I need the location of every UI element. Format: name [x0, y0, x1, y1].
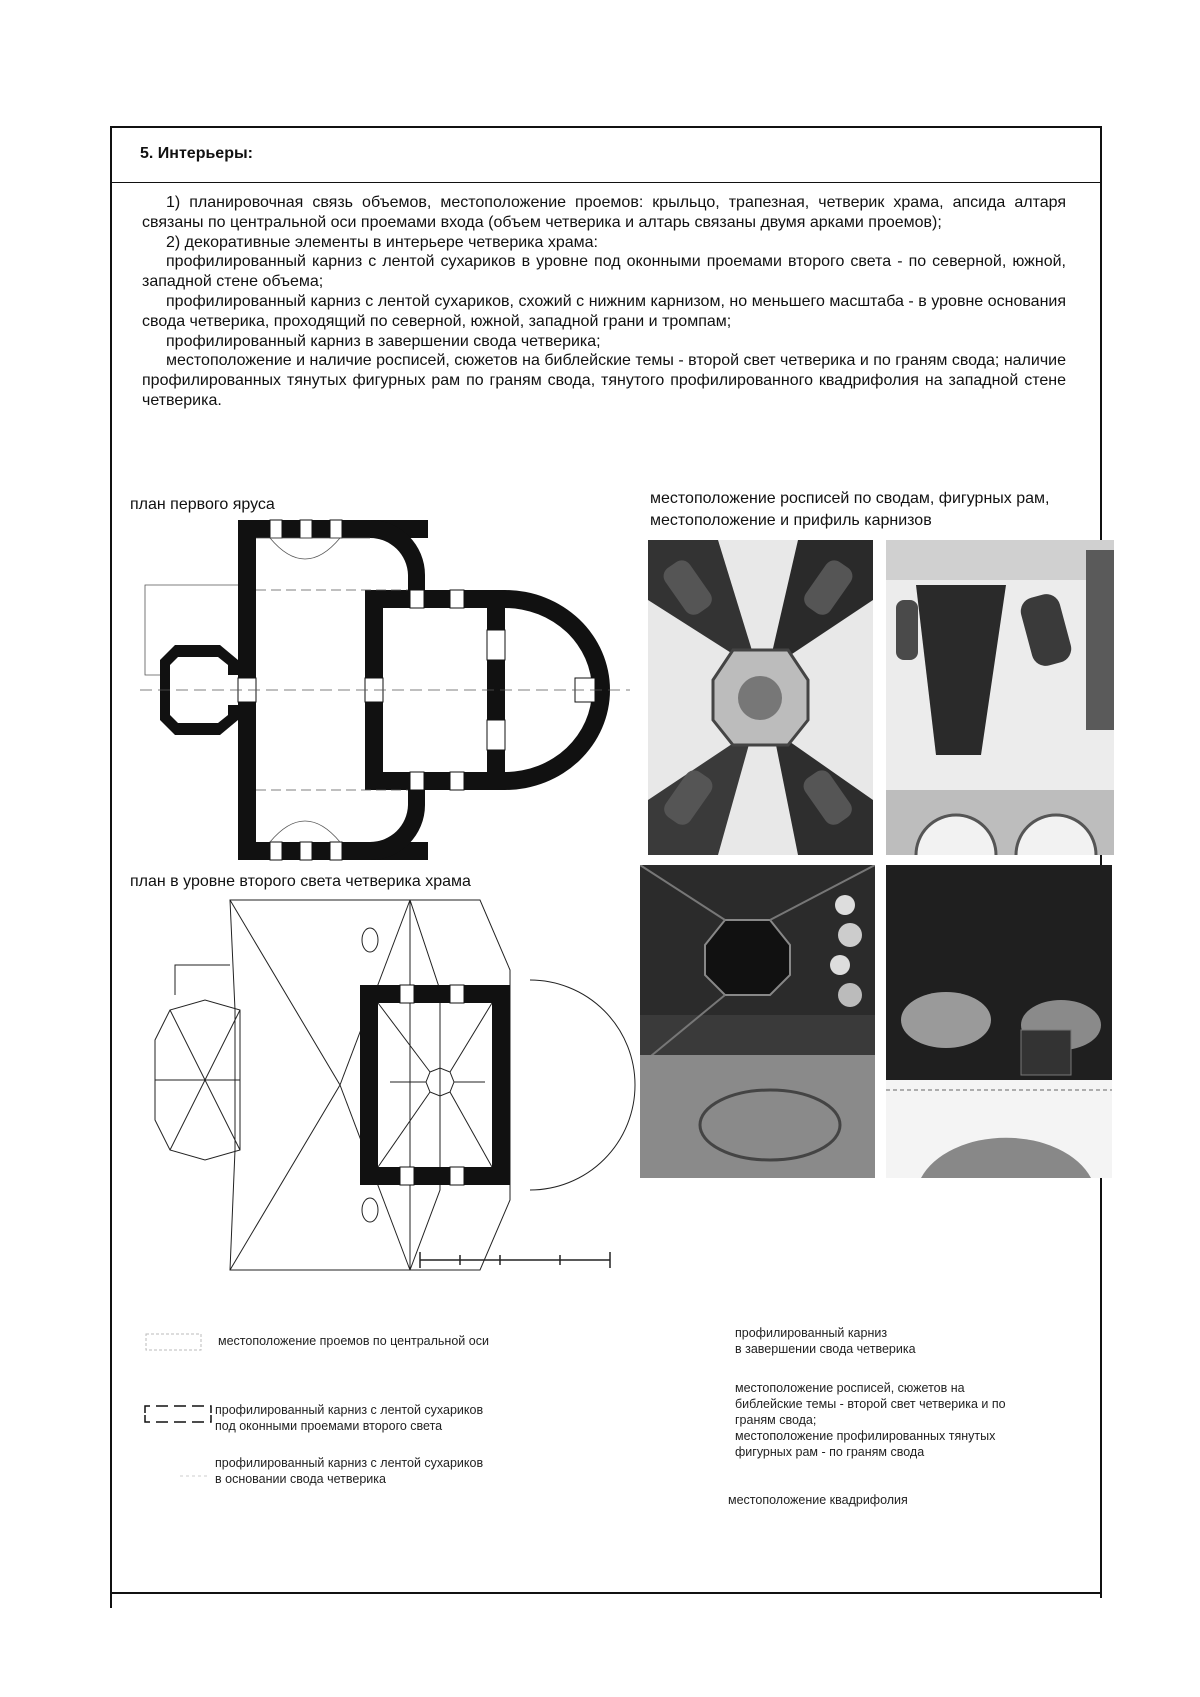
- photos-label-line1: местоположение росписей по сводам, фигурных рам,: [650, 490, 1050, 507]
- legend-item-paintings-5: фигурных рам - по граням свода: [735, 1445, 925, 1459]
- paragraph-3: профилированный карниз с лентой сухариков в уровне под оконными проемами второго света - по северной, южной, западной стене объема;: [142, 253, 1066, 291]
- legend-item-lower-cornice-1: профилированный карниз с лентой сухариков: [215, 1403, 484, 1417]
- legend-swatch-vault-cornice: [180, 1470, 210, 1482]
- legend-item-paintings-2: библейские темы - второй свет четверика и по: [735, 1397, 1006, 1411]
- legend-item-openings: местоположение проемов по центральной оси: [218, 1334, 489, 1348]
- legend-item-lower-cornice-2: под оконными проемами второго света: [215, 1419, 443, 1433]
- vault-photo-3: [640, 865, 875, 1178]
- legend-item-vault-cornice-1: профилированный карниз с лентой сухариков: [215, 1456, 484, 1470]
- description-text: [142, 193, 1066, 411]
- legend-item-vault-cornice-2: в основании свода четверика: [215, 1472, 386, 1486]
- legend-swatch-lower-cornice: [143, 1403, 213, 1425]
- plan-first-tier: [140, 510, 630, 870]
- paragraph-5: профилированный карниз в завершении свода четверика;: [166, 332, 601, 350]
- legend-swatch-openings: [145, 1330, 205, 1354]
- section-header: [110, 126, 1100, 183]
- frame-bottom-line: [110, 1592, 1100, 1594]
- vault-photo-1: [648, 540, 873, 855]
- legend-item-quadrifolium: местоположение квадрифолия: [728, 1493, 908, 1507]
- paragraph-1: 1) планировочная связь объемов, местоположение проемов: крыльцо, трапезная, четверик храма, апсида алтаря связаны по центральной оси проемами входа (объем четверика и алтарь связаны двумя арками проемов);: [142, 194, 1066, 231]
- plan1-label: план первого яруса: [130, 496, 275, 513]
- legend-item-paintings-3: граням свода;: [735, 1413, 817, 1427]
- legend-item-top-cornice-2: в завершении свода четверика: [735, 1342, 916, 1356]
- plan-second-light: [140, 890, 640, 1280]
- frame-tail: [110, 1594, 112, 1608]
- section-title: 5. Интерьеры:: [140, 145, 253, 162]
- vault-photo-2: [886, 540, 1114, 855]
- paragraph-4: профилированный карниз с лентой сухариков, схожий с нижним карнизом, но меньшего масштаба - в уровне основания свода четверика, проходящий по северной, южной, западной грани и тромпам;: [142, 292, 1066, 330]
- legend-item-top-cornice-1: профилированный карниз: [735, 1326, 888, 1340]
- photos-label-line2: местоположение и прифиль карнизов: [650, 512, 932, 529]
- paragraph-2: 2) декоративные элементы в интерьере четверика храма:: [166, 233, 598, 251]
- legend-item-paintings-4: местоположение профилированных тянутых: [735, 1429, 996, 1443]
- paragraph-6: местоположение и наличие росписей, сюжетов на библейские темы - второй свет четверика и по граням свода; наличие профилированных тянутых фигурных рам по граням свода, тянутого профилированного квадрифолия на западной стене четверика.: [142, 352, 1066, 409]
- legend-item-paintings-1: местоположение росписей, сюжетов на: [735, 1381, 965, 1395]
- vault-photo-4: [886, 865, 1112, 1178]
- plan2-label: план в уровне второго света четверика храма: [130, 873, 471, 890]
